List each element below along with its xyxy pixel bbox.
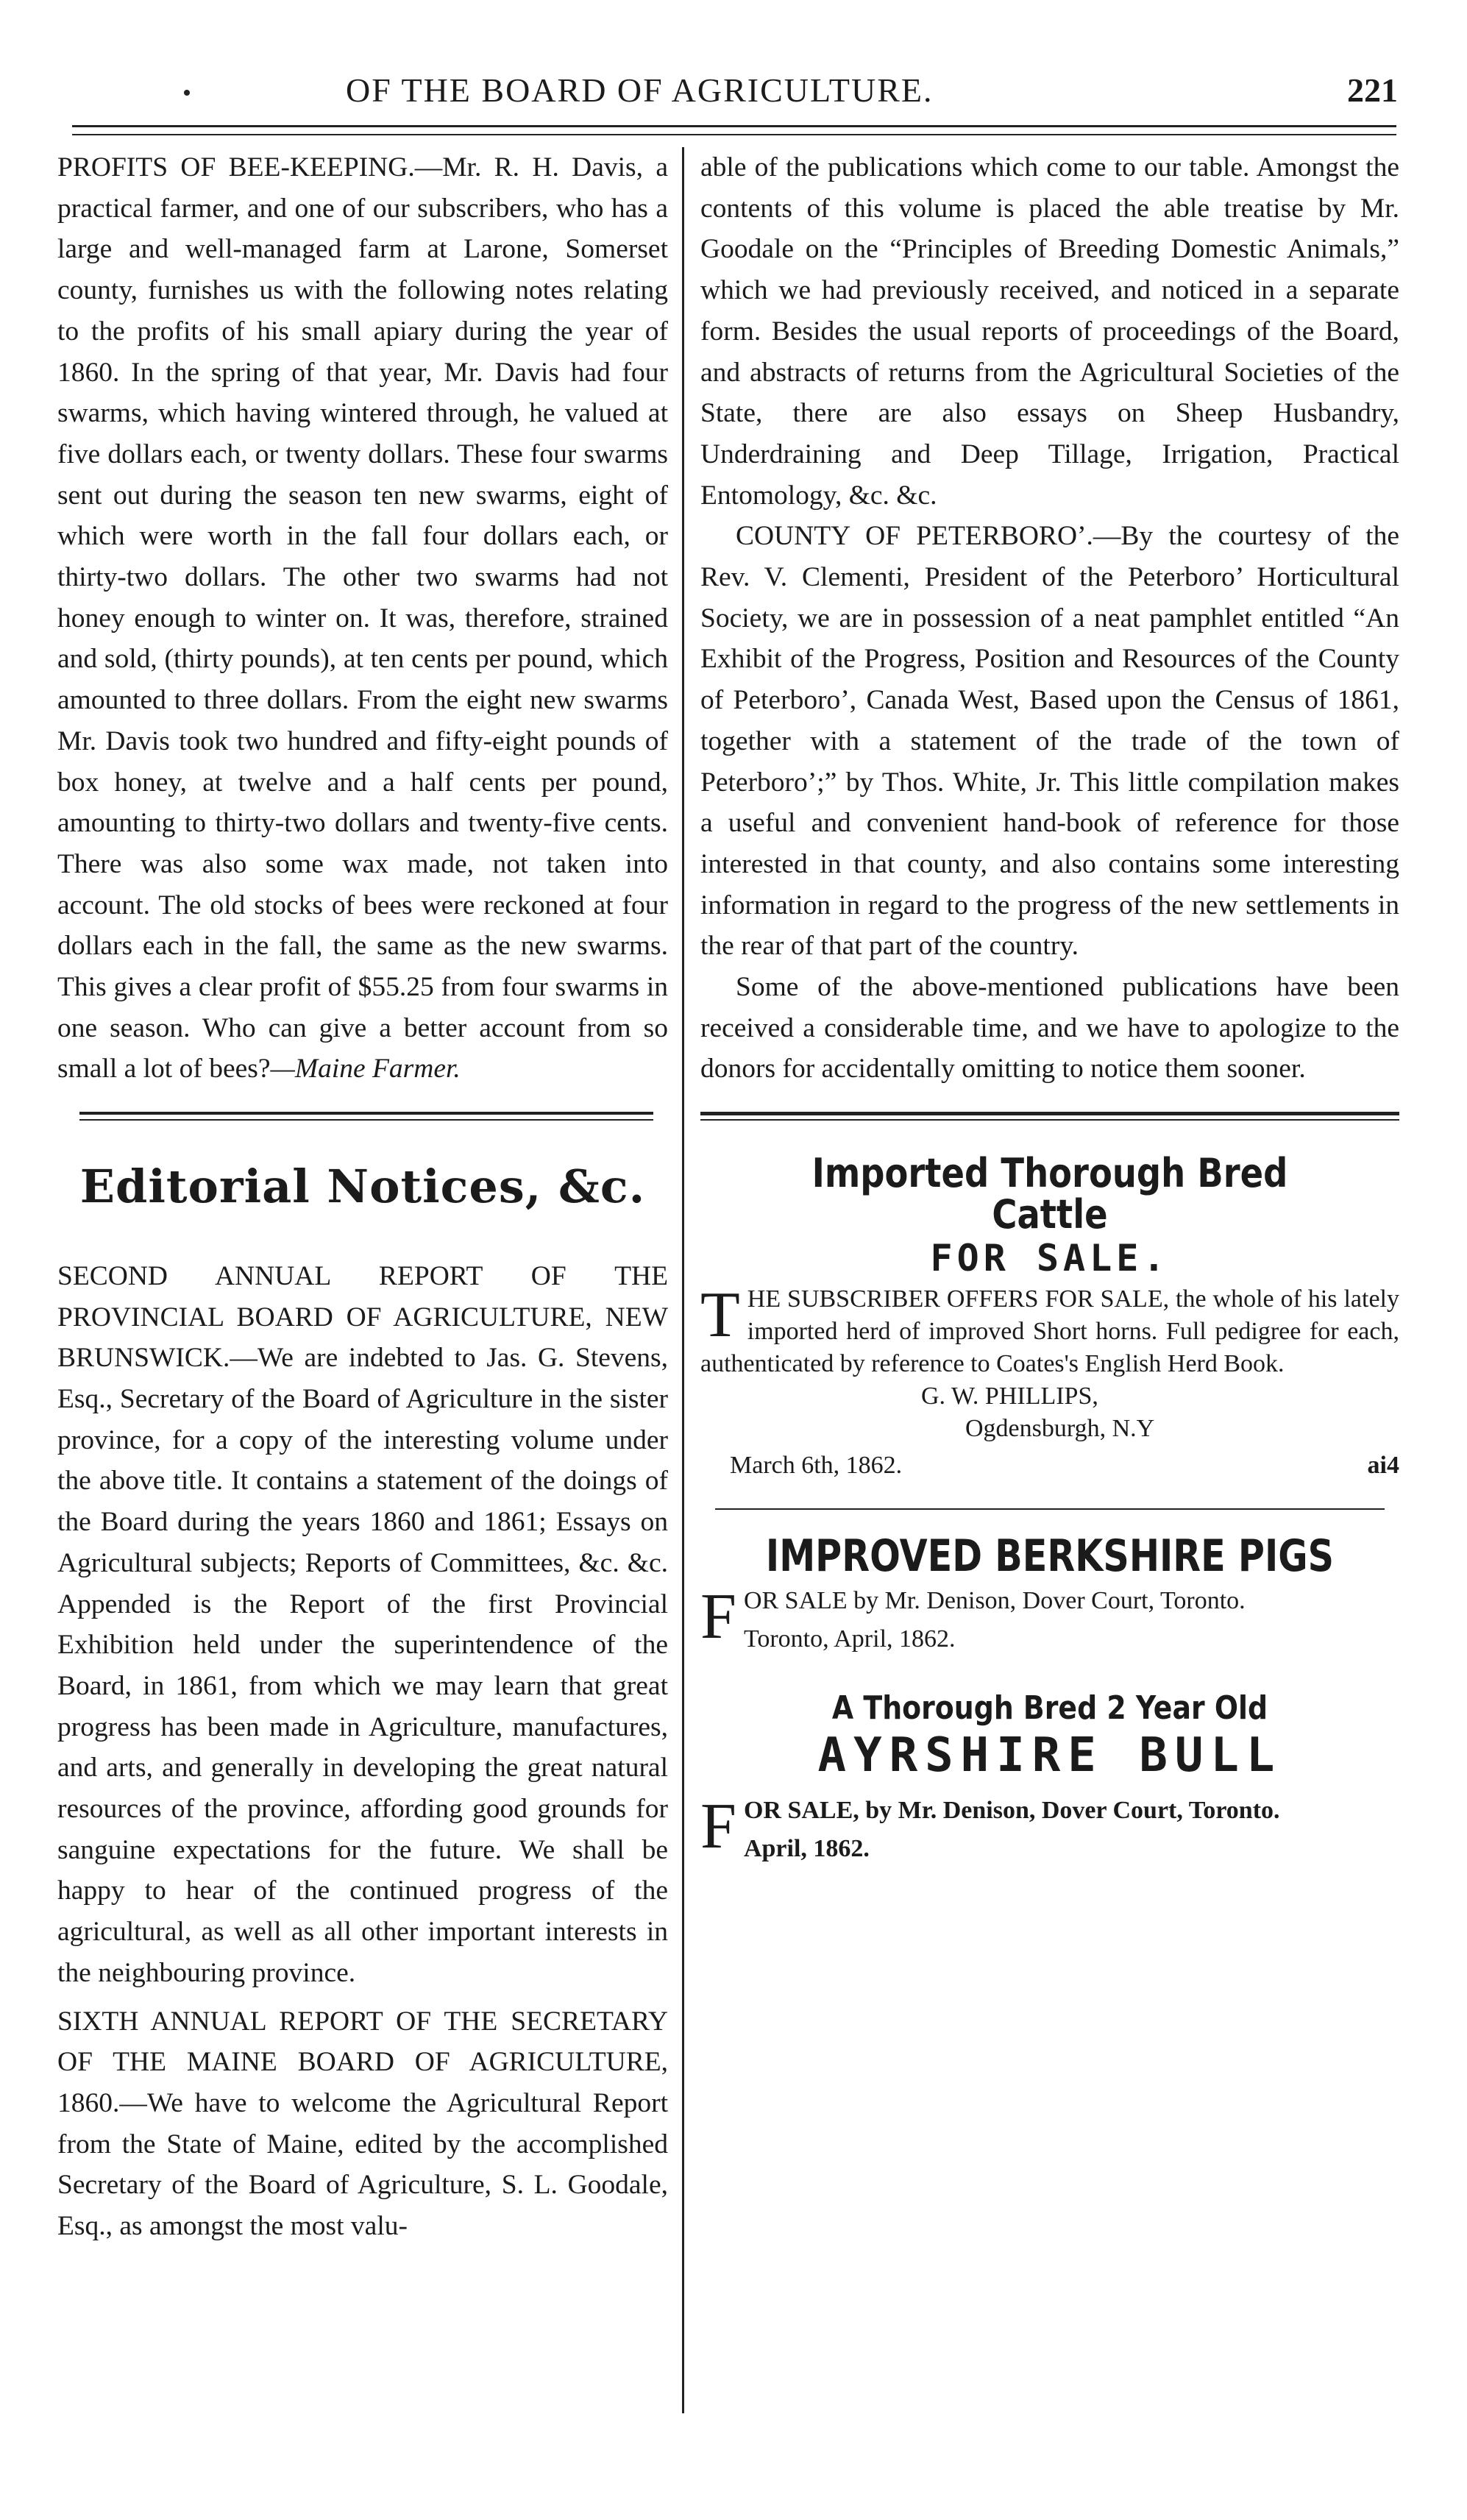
notice-heading: COUNTY OF PETERBORO’. — [736, 521, 1093, 552]
ad-text: HE SUBSCRIBER OFFERS FOR SALE, the whole of his lately imported herd of improved Short horns. Full pedigree for each, authenticated by reference to Coates's English Herd Book. — [700, 1285, 1399, 1378]
ad-date: March 6th, 1862. — [730, 1452, 903, 1480]
page-number: 221 — [1347, 71, 1398, 109]
drop-cap: F — [700, 1791, 736, 1863]
drop-cap: T — [700, 1279, 740, 1352]
ad-pigs — [700, 1530, 1399, 1655]
notice-new-brunswick — [57, 1256, 668, 1994]
notice-body: —We are indebted to Jas. G. Stevens, Esq., Secretary of the Board of Agriculture in the sister province, for a copy of the interesting volume under the above title. It contains a statement of the doings of the Board during the years 1860 and 1861; Essays on Agricultural subjects; Reports of Committees, &c. &c. Appended is the Report of the first Provincial Exhibition held under the superintendence of the Board, in 1861, from which we may learn that great progress has been made in Agriculture, manufactures, and arts, and generally in developing the great natural resources of the province, affording good grounds for sanguine expectations for the future. We shall be happy to hear of the continued progress of the agricultural, as well as all other important interests in the neighbouring province. — [57, 1343, 668, 1988]
header-rule-thin — [72, 134, 1396, 135]
article-source: —Maine Farmer. — [270, 1054, 461, 1085]
notice-body: —By the courtesy of the Rev. V. Clementi, President of the Peterboro’ Horticultural Society, we are in possession of a neat pamphlet entitled “An Exhibit of the Progress, Position and Resources of the County of Peterboro’, Canada West, Based upon the Census of 1861, together with a statement of the trade of the town of Peterboro’;” by Thos. White, Jr. This little compilation makes a useful and convenient hand-book of reference for those interested in that county, and also contains some interesting information in regard to the progress of the new settlements in the rear of that part of the country. — [700, 521, 1399, 962]
section-title: Editorial Notices, &c. — [79, 1160, 646, 1214]
article-bee-keeping — [57, 147, 668, 1090]
drop-cap: F — [700, 1580, 736, 1653]
ad-place: Ogdensburgh, N.Y — [965, 1415, 1155, 1443]
article-body: —Mr. R. H. Davis, a practical farmer, and one of our subscribers, who has a large and well-managed farm at Larone, Somerset county, furnishes us with the following notes relating to the profits of his small apiary during the year of 1860. In the spring of that year, Mr. Davis had four swarms, which having wintered through, he valued at five dollars each, or twenty dollars. These four swarms sent out during the season ten new swarms, eight of which were worth in the fall four dollars each, or thirty-two dollars. The other two swarms had not honey enough to winter on. It was, therefore, strained and sold, (thirty pounds), at ten cents per pound, which amounted to three dollars. From the eight new swarms Mr. Davis took two hundred and fifty-eight pounds of box honey, at twelve and a half cents per pound, amounting to thirty-two dollars and twenty-five cents. There was also some wax made, not taken into account. The old stocks of bees were reckoned at four dollars each in the fall, the same as the new swarms. This gives a clear profit of $55.25 from four swarms in one season. Who can give a better account from so small a lot of bees? — [57, 152, 668, 1085]
header-title: OF THE BOARD OF AGRICULTURE. — [346, 71, 934, 109]
ad-title: IMPROVED BERKSHIRE PIGS — [765, 1530, 1335, 1582]
notice-peterboro — [700, 516, 1399, 967]
ad-cattle — [700, 1150, 1399, 1486]
notice-heading: SIXTH ANNUAL REPORT OF THE SECRETARY OF THE MAINE BOARD OF AGRICULTURE, 1860. — [57, 2006, 668, 2118]
ad-text: OR SALE by Mr. Denison, Dover Court, Toronto. — [743, 1586, 1246, 1614]
running-header — [66, 65, 1398, 116]
notice-body: —We have to welcome the Agricultural Report from the State of Maine, edited by the accomplished Secretary of the Board of Agriculture, S. L. Goodale, Esq., as amongst the most valu- — [57, 2087, 668, 2242]
header-dot — [184, 90, 190, 96]
left-column — [57, 147, 668, 2247]
column-divider — [682, 147, 684, 2413]
ad-body — [700, 1279, 1399, 1380]
article-heading: PROFITS OF BEE-KEEPING. — [57, 152, 415, 182]
notice-maine — [57, 2001, 668, 2247]
ad-code: ai4 — [1367, 1452, 1399, 1480]
ad-subtitle: FOR SALE. — [930, 1236, 1170, 1279]
notice-maine-continued: able of the publications which come to our table. Amongst the contents of this volume is placed the able treatise by Mr. Goodale on the “Principles of Breeding Domestic Animals,” which we had previously received, and noticed in a separate form. Besides the usual reports of proceedings of the Board, and abstracts of returns from the Agricultural Societies of the State, there are also essays on Sheep Husbandry, Underdraining and Deep Tillage, Irrigation, Practical Entomology, &c. &c. — [700, 152, 1399, 511]
ad-subtitle: AYRSHIRE BULL — [817, 1728, 1282, 1783]
ad-date: April, 1862. — [743, 1835, 870, 1863]
ad-text: OR SALE, by Mr. Denison, Dover Court, Toronto. — [743, 1797, 1280, 1825]
header-rule-thick — [72, 125, 1396, 127]
ad-dateline — [700, 1445, 1399, 1486]
notice-closing: Some of the above-mentioned publications have been received a considerable time, and we have to apologize to the donors for accidentally omitting to notice them sooner. — [700, 972, 1399, 1085]
right-column — [700, 147, 1399, 1865]
ad-divider — [715, 1508, 1385, 1510]
ad-signature: G. W. PHILLIPS, — [921, 1383, 1098, 1410]
notice-heading: SECOND ANNUAL REPORT OF THE PROVINCIAL BOARD OF AGRICULTURE, NEW BRUNSWICK. — [57, 1260, 668, 1374]
section-rule — [57, 1104, 668, 1134]
ad-title: Imported Thorough Bred Cattle — [811, 1150, 1288, 1238]
ad-date: Toronto, April, 1862. — [743, 1625, 956, 1653]
ad-rule — [700, 1109, 1399, 1128]
ad-title: A Thorough Bred 2 Year Old — [831, 1689, 1268, 1727]
ad-bull — [700, 1688, 1399, 1865]
